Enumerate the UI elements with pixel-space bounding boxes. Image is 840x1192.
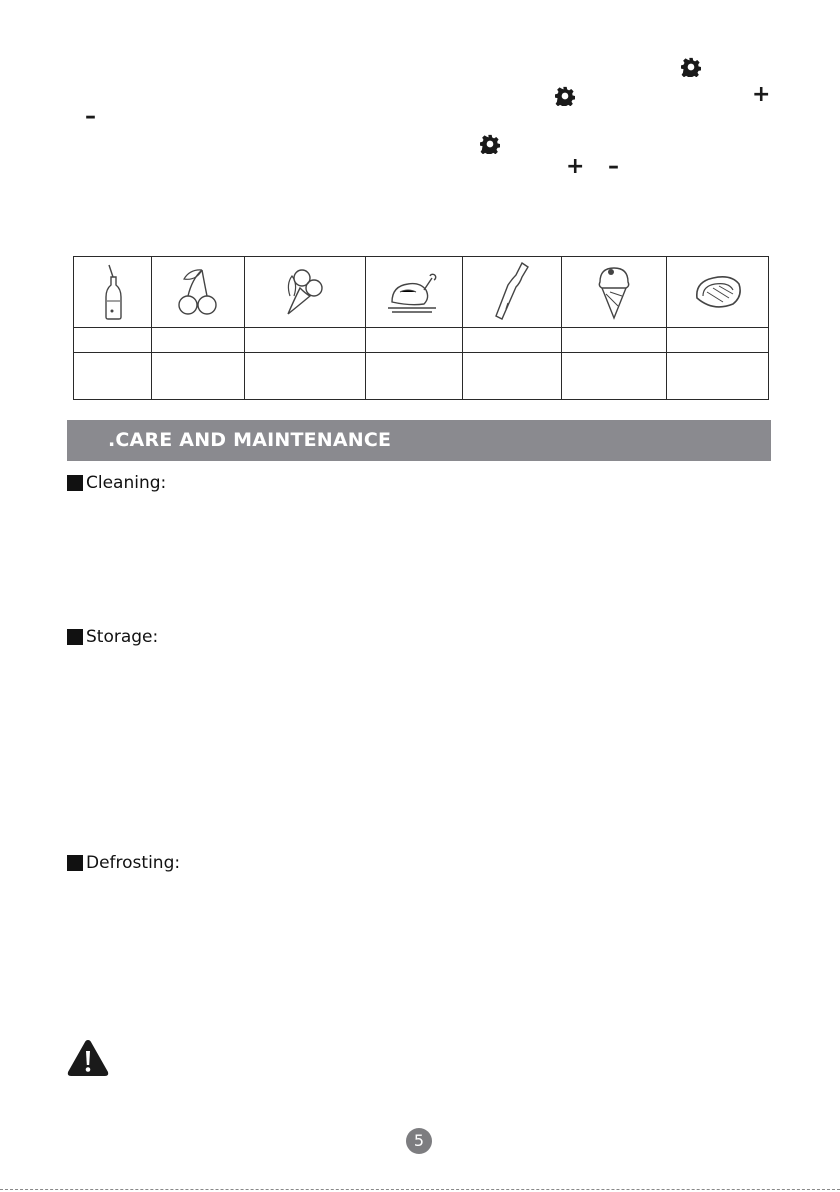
bullet-square-icon [67, 855, 83, 871]
table-cell [562, 328, 667, 353]
cherry-icon [174, 267, 222, 317]
cleaning-label: Cleaning: [86, 473, 167, 493]
table-cell [463, 353, 562, 400]
table-cell [74, 328, 152, 353]
chicken-icon [386, 268, 442, 316]
storage-heading [67, 625, 158, 649]
meat-icon [693, 272, 743, 312]
cleaning-heading [67, 471, 166, 495]
section-title: .CARE AND MAINTENANCE [108, 429, 392, 451]
ice-cream-icon [596, 264, 632, 320]
food-storage-table [73, 256, 769, 400]
table-cell [152, 257, 245, 328]
table-cell [74, 257, 152, 328]
table-cell [245, 257, 366, 328]
table-cell [667, 328, 769, 353]
table-cell [152, 353, 245, 400]
table-cell [562, 257, 667, 328]
page-bottom-rule [0, 1189, 840, 1190]
table-cell [463, 257, 562, 328]
vegetable-icon [280, 266, 330, 318]
page-number-badge: 5 [406, 1128, 432, 1154]
minus-symbol: – [608, 154, 619, 179]
table-cell [366, 353, 463, 400]
bottle-icon [103, 263, 123, 321]
gear-icon [480, 134, 500, 154]
section-header [67, 420, 771, 461]
table-cell [667, 353, 769, 400]
storage-label: Storage: [86, 627, 159, 647]
table-cell [463, 328, 562, 353]
table-cell [562, 353, 667, 400]
bullet-square-icon [67, 629, 83, 645]
table-cell [245, 328, 366, 353]
table-cell [74, 353, 152, 400]
bullet-square-icon [67, 475, 83, 491]
table-cell [152, 328, 245, 353]
warning-triangle-icon [66, 1038, 110, 1078]
plus-symbol: + [752, 82, 771, 107]
defrosting-label: Defrosting: [86, 853, 181, 873]
plus-symbol: + [566, 154, 585, 179]
table-cell [366, 257, 463, 328]
gear-icon [555, 86, 575, 106]
defrosting-heading [67, 851, 180, 875]
minus-symbol: – [85, 104, 96, 129]
table-cell [366, 328, 463, 353]
wine-bottle-icon [494, 261, 530, 323]
table-cell [245, 353, 366, 400]
table-cell [667, 257, 769, 328]
gear-icon [681, 57, 701, 77]
